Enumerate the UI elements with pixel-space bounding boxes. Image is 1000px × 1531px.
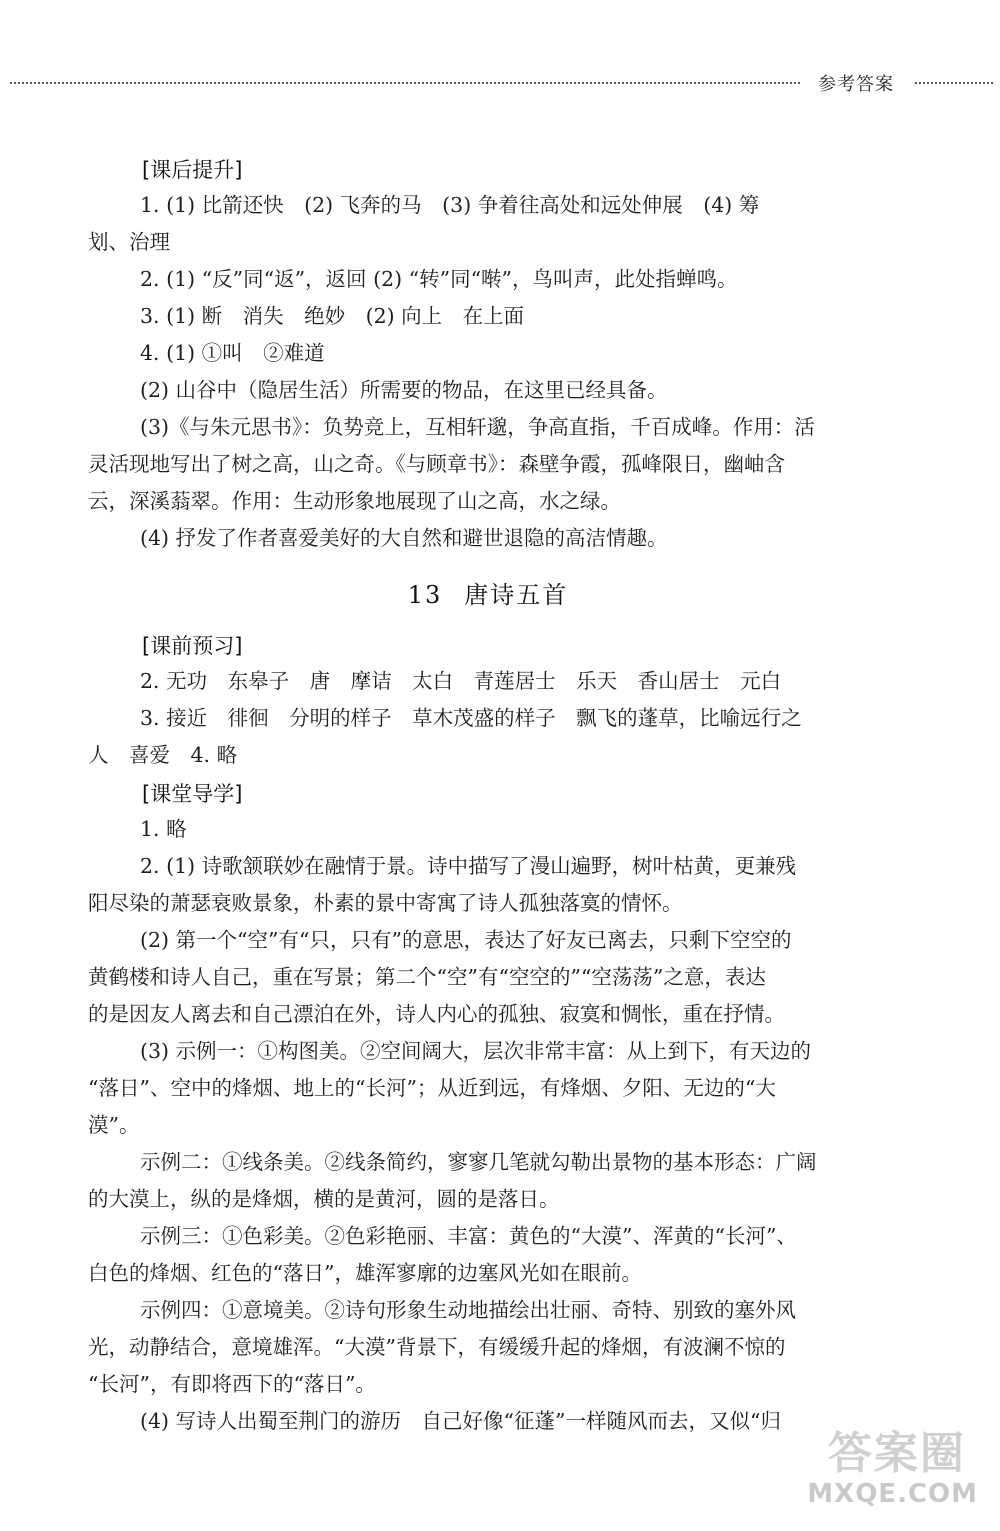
text-line: 1. 略	[140, 817, 187, 841]
text-line: 漠”。	[88, 1113, 140, 1137]
text-line: 4. (1) ①叫 ②难道	[140, 341, 325, 365]
watermark-logo	[768, 1413, 988, 1513]
text-line: 灵活现地写出了树之高，山之奇。《与顾章书》：森壁争霞，孤峰限日，幽岫含	[88, 452, 785, 476]
text-line: 划、治理	[88, 230, 170, 254]
text-line: 光，动静结合，意境雄浑。“大漠”背景下，有缓缓升起的烽烟，有波澜不惊的	[88, 1335, 786, 1359]
page-header	[0, 72, 1000, 102]
text-line: 2. (1) 诗歌颔联妙在融情于景。诗中描写了漫山遍野，树叶枯黄，更兼残	[140, 854, 797, 878]
section-tag-classroom: [课堂导学]	[142, 782, 243, 806]
header-dotted-rule-left	[10, 82, 800, 84]
text-line: 的大漠上，纵的是烽烟，横的是黄河，圆的是落日。	[88, 1187, 560, 1211]
text-line: (4) 写诗人出蜀至荆门的游历 自己好像“征蓬”一样随风而去，又似“归	[140, 1409, 781, 1433]
text-line: 1. (1) 比箭还快 (2) 飞奔的马 (3) 争着往高处和远处伸展 (4) 筹	[140, 193, 760, 217]
text-line: 3. 接近 徘徊 分明的样子 草木茂盛的样子 飘飞的蓬草，比喻远行之	[140, 706, 802, 730]
text-line: 示例三：①色彩美。②色彩艳丽、丰富：黄色的“大漠”、浑黄的“长河”、	[140, 1224, 797, 1248]
text-line: 白色的烽烟、红色的“落日”，雄浑寥廓的边塞风光如在眼前。	[88, 1261, 642, 1285]
header-dotted-rule-right	[915, 82, 993, 84]
text-line: (2) 山谷中（隐居生活）所需要的物品，在这里已经具备。	[140, 378, 668, 402]
chapter-title	[88, 565, 888, 625]
text-line: 人 喜爱 4. 略	[88, 743, 238, 767]
text-line: 2. 无功 东皋子 唐 摩诘 太白 青莲居士 乐天 香山居士 元白	[140, 669, 782, 693]
text-line: (4) 抒发了作者喜爱美好的大自然和避世退隐的高洁情趣。	[140, 526, 668, 550]
chapter-title-text: 唐诗五首	[464, 581, 569, 609]
text-line: 示例四：①意境美。②诗句形象生动地描绘出壮丽、奇特、别致的塞外风	[140, 1298, 796, 1322]
header-label: 参考答案	[818, 74, 894, 95]
page-content	[88, 150, 888, 1440]
text-line: 阳尽染的萧瑟衰败景象，朴素的景中寄寓了诗人孤独落寞的情怀。	[88, 891, 683, 915]
text-line: “长河”，有即将西下的“落日”。	[88, 1372, 376, 1396]
text-line: 云，深溪蓊翠。作用：生动形象地展现了山之高，水之绿。	[88, 489, 621, 513]
text-line: 示例二：①线条美。②线条简约，寥寥几笔就勾勒出景物的基本形态：广阔	[140, 1150, 817, 1174]
text-line: 3. (1) 断 消失 绝妙 (2) 向上 在上面	[140, 304, 525, 328]
text-line: (3)《与朱元思书》：负势竞上，互相轩邈，争高直指，千百成峰。作用：活	[140, 415, 815, 439]
text-line: (2) 第一个“空”有“只，只有”的意思，表达了好友已离去，只剩下空空的	[140, 928, 792, 952]
chapter-number: 13	[407, 581, 443, 609]
text-line: (3) 示例一：①构图美。②空间阔大，层次非常丰富：从上到下，有天边的	[140, 1039, 812, 1063]
text-line: “落日”、空中的烽烟、地上的“长河”；从近到远，有烽烟、夕阳、无边的“大	[88, 1076, 776, 1100]
text-line: 的是因友人离去和自己漂泊在外，诗人内心的孤独、寂寞和惆怅，重在抒情。	[88, 1002, 785, 1026]
section-tag-preview: [课前预习]	[142, 634, 243, 658]
section-tag-after-class: [课后提升]	[142, 158, 243, 182]
text-line: 黄鹤楼和诗人自己，重在写景；第二个“空”有“空空的”“空荡荡”之意，表达	[88, 965, 766, 989]
text-line: 2. (1) “反”同“返”，返回 (2) “转”同“啭”，鸟叫声，此处指蝉鸣。	[140, 267, 738, 291]
watermark-text: 答案圈	[828, 1428, 966, 1479]
watermark-url: MXQE.COM	[807, 1479, 978, 1509]
